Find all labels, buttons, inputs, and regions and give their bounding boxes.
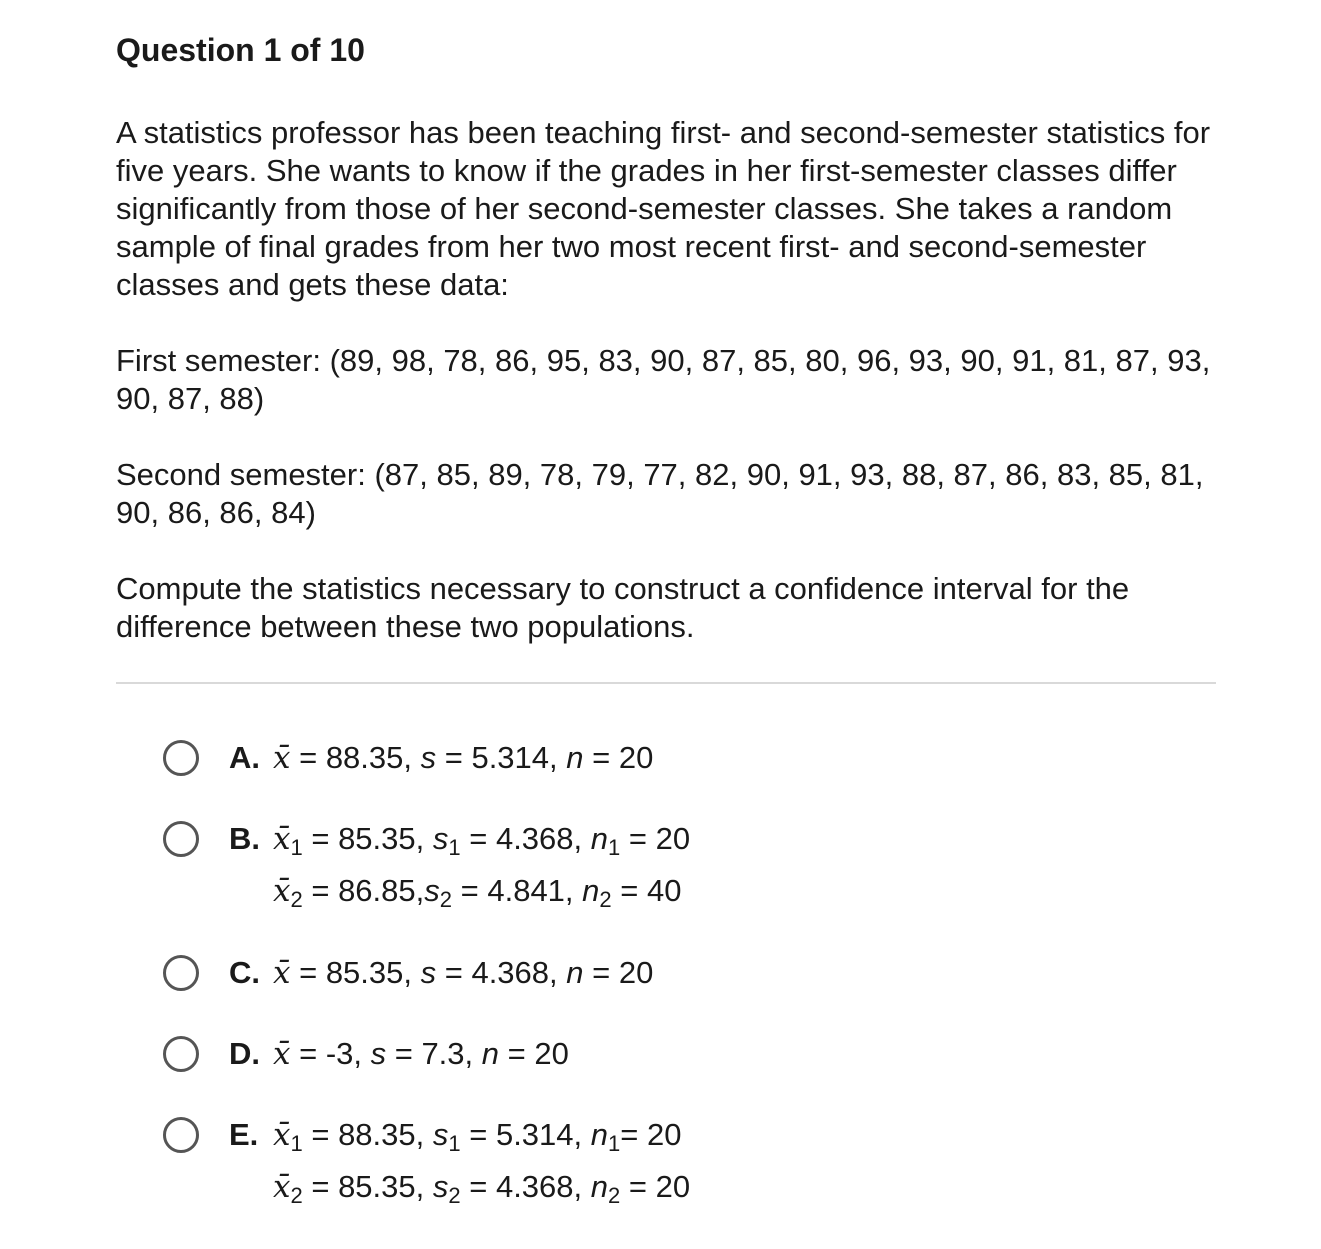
choice-e-line-1: $x̄_1 = 88.35$, $s_1 = 5.314$, $n_1= 20$ [273, 1117, 682, 1156]
choice-c-line-1: x̄ = 85.35, s = 4.368, n = 20 [273, 955, 654, 991]
radio-button-b[interactable] [163, 821, 199, 857]
choice-b-line-2: $x̄_2 = 86.85,s_2 = 4.841$, $n_2 = 40$ [273, 873, 682, 912]
answer-choice-a[interactable] [163, 737, 653, 779]
question-prompt: Compute the statistics necessary to construct a confidence interval for the difference between these two populations. [116, 571, 1130, 644]
section-divider [116, 682, 1216, 684]
radio-button-e[interactable] [163, 1117, 199, 1153]
radio-button-a[interactable] [163, 740, 199, 776]
answer-choice-b[interactable] [163, 818, 690, 912]
answer-choice-c[interactable] [163, 952, 653, 994]
second-semester-data: Second semester: (87, 85, 89, 78, 79, 77, 82, 90, 91, 93, 88, 87, 86, 83, 85, 81, 90, 86, 86, 84) [116, 457, 1204, 530]
answer-choice-d[interactable] [163, 1033, 569, 1075]
question-title: Question 1 of 10 [116, 32, 365, 68]
choice-a-line-1: x̄ = 88.35, s = 5.314, n = 20 [273, 740, 654, 776]
choice-letter: D. [229, 1036, 260, 1071]
choice-letter: E. [229, 1117, 259, 1152]
answer-choice-e[interactable] [163, 1114, 690, 1208]
question-panel [116, 28, 1216, 646]
choice-letter: B. [229, 821, 260, 856]
choice-e-line-2: $x̄_2 = 85.35$, $s_2 = 4.368$, $n_2 = 20$ [273, 1169, 691, 1208]
radio-button-d[interactable] [163, 1036, 199, 1072]
choice-letter: A. [229, 740, 260, 775]
first-semester-data: First semester: (89, 98, 78, 86, 95, 83, 90, 87, 85, 80, 96, 93, 90, 91, 81, 87, 93, 90, 87, 88) [116, 343, 1211, 416]
radio-button-c[interactable] [163, 955, 199, 991]
question-stem: A statistics professor has been teaching first- and second-semester statistics for five years. She wants to know if the grades in her first-semester classes differ significantly from those of her second-semester classes. She takes a random sample of final grades from her two most recent first- and second-semester classes and gets these data: [116, 115, 1211, 302]
choice-b-line-1: $x̄_1 = 85.35$, $s_1 = 4.368$, $n_1 = 20$ [273, 821, 691, 860]
choice-letter: C. [229, 955, 260, 990]
choice-d-line-1: x̄ = -3, s = 7.3, n = 20 [273, 1036, 569, 1072]
